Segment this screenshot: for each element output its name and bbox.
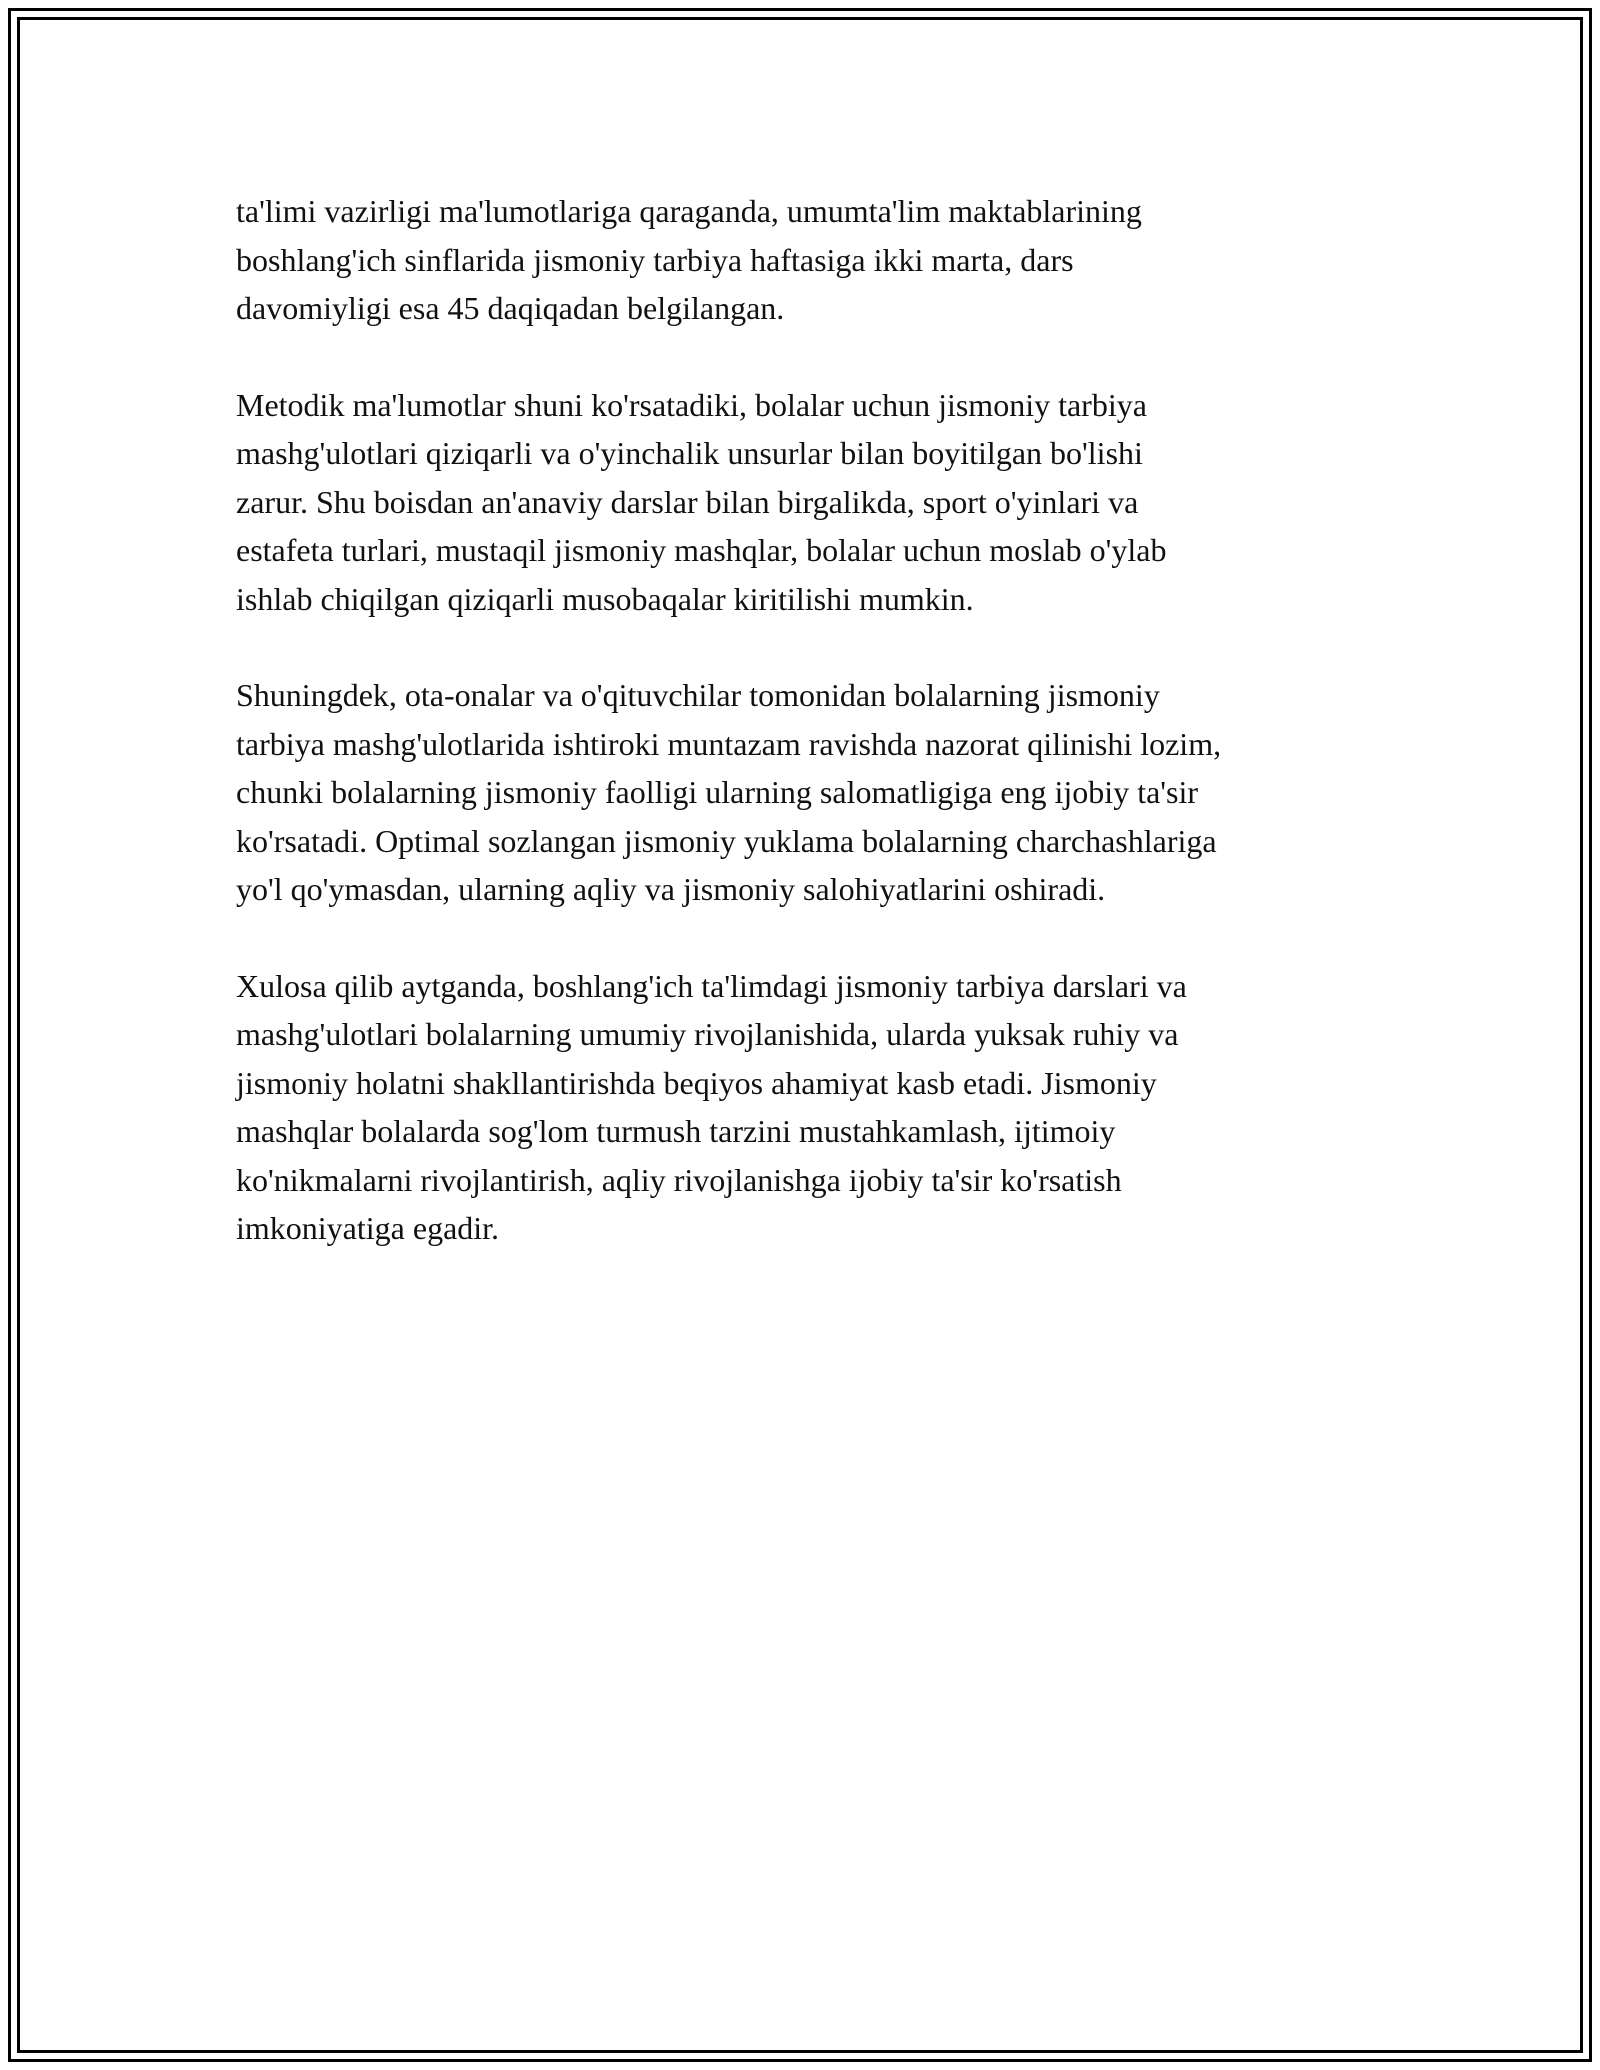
paragraph-2: Metodik ma'lumotlar shuni ko'rsatadiki, bolalar uchun jismoniy tarbiya mashg'ulotlari qiziqarli va o'yinchalik unsurlar bilan boyitilgan bo'lishi zarur. Shu boisdan an'anaviy darslar bilan birgalikda, sport o'yinlari va estafeta turlari, mustaqil jismoniy mashqlar, bolalar uchun moslab o'ylab ishlab chiqilgan qiziqarli musobaqalar kiritilishi mumkin. [236, 386, 1167, 617]
paragraph-4: Xulosa qilib aytganda, boshlang'ich ta'limdagi jismoniy tarbiya darslari va mashg'ulotlari bolalarning umumiy rivojlanishida, ularda yuksak ruhiy va jismoniy holatni shakllantirishda beqiyos ahamiyat kasb etadi. Jismoniy mashqlar bolalarda sog'lom turmush tarzini mustahkamlash, ijtimoiy ko'nikmalarni rivojlantirish, aqliy rivojlanishga ijobiy ta'sir ko'rsatish imkoniyatiga egadir. [236, 967, 1187, 1246]
document-body [236, 187, 1386, 1301]
paragraph-1: ta'limi vazirligi ma'lumotlariga qaraganda, umumta'lim maktablarining boshlang'ich sinflarida jismoniy tarbiya haftasiga ikki marta, dars davomiyligi esa 45 daqiqadan belgilangan. [236, 193, 1142, 326]
paragraph-3: Shuningdek, ota-onalar va o'qituvchilar tomonidan bolalarning jismoniy tarbiya mashg'ulotlarida ishtiroki muntazam ravishda nazorat qilinishi lozim, chunki bolalarning jismoniy faolligi ularning salomatligiga eng ijobiy ta'sir ko'rsatadi. Optimal sozlangan jismoniy yuklama bolalarning charchashlariga yo'l qo'ymasdan, ularning aqliy va jismoniy salohiyatlarini oshiradi. [236, 677, 1222, 907]
